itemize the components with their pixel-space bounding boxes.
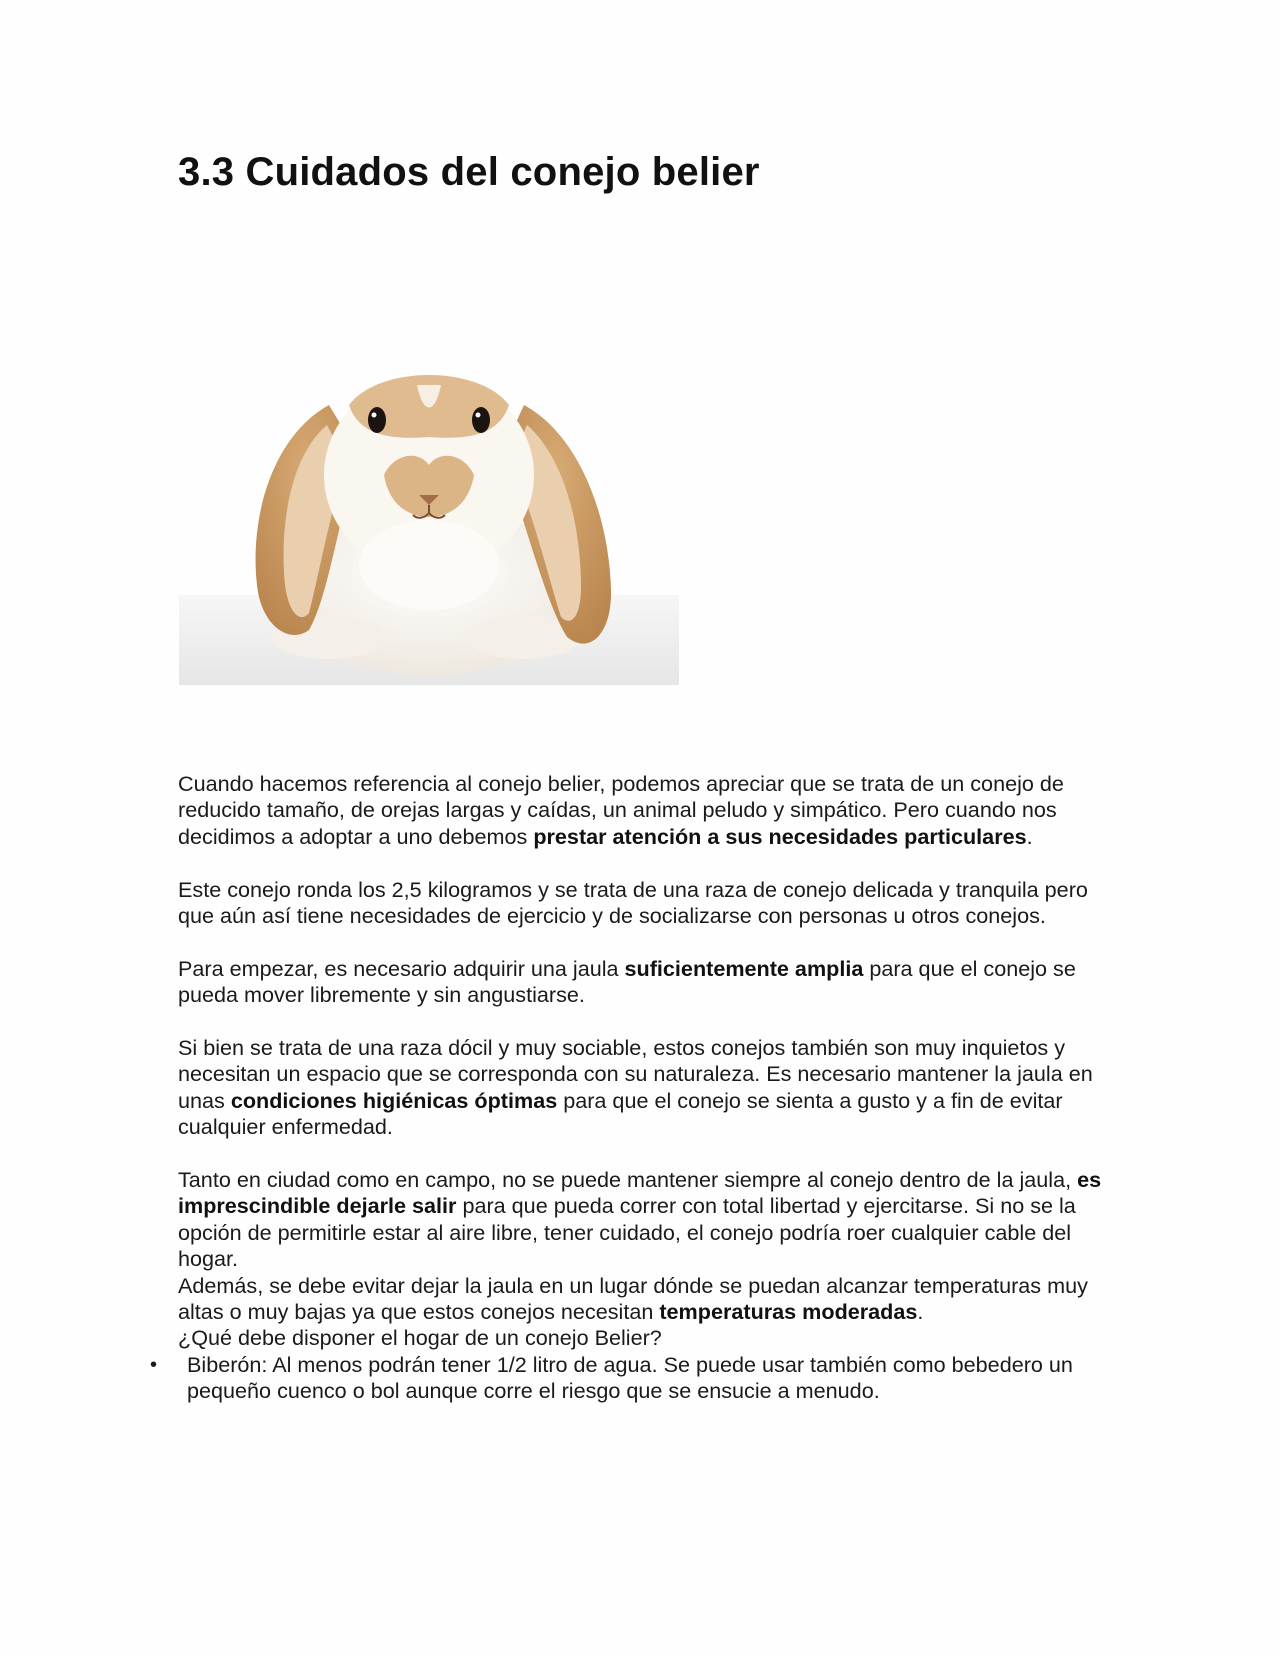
requirements-list: [150, 1351, 1108, 1405]
paragraph-text: Cuando hacemos referencia al conejo belier, podemos apreciar que se trata de un conejo de reducido tamaño, de orejas largas y caídas, un animal peludo y simpático. Pero cuando nos decidimos a adoptar a uno debemos: [178, 771, 1064, 849]
paragraph-temperature: [178, 1273, 1108, 1326]
list-item-text: Biberón: Al menos podrán tener 1/2 litro de agua. Se puede usar también como bebedero un pequeño cuenco o bol aunque corre el riesgo que se ensucie a menudo.: [187, 1351, 1073, 1404]
emphasis-text: es imprescindible dejarle salir: [178, 1167, 1102, 1219]
paragraph-text: Tanto en ciudad como en campo, no se puede mantener siempre al conejo dentro de la jaula,: [178, 1167, 1078, 1193]
list-item: [150, 1351, 1108, 1405]
paragraph-text: Para empezar, es necesario adquirir una jaula: [178, 955, 625, 981]
paragraph-text: para que el conejo se pueda mover libremente y sin angustiarse.: [178, 955, 1076, 1008]
emphasis-text: condiciones higiénicas óptimas: [230, 1087, 558, 1113]
bullet-icon: •: [150, 1353, 158, 1376]
paragraph-text: para que pueda correr con total libertad y ejercitarse. Si no se la opción de permitirle estar al aire libre, tener cuidado, el conejo podría roer cualquier cable del hogar.: [178, 1193, 1076, 1272]
paragraph-cage: [178, 956, 1108, 1009]
paragraph-weight: [178, 877, 1108, 930]
paragraph-text: .: [917, 1299, 924, 1325]
paragraph-text: ¿Qué debe disponer el hogar de un conejo Belier?: [178, 1325, 662, 1351]
article-body: [150, 771, 1108, 1405]
paragraph-question: [178, 1325, 1108, 1351]
paragraph-text: para que el conejo se sienta a gusto y a fin de evitar cualquier enfermedad.: [178, 1087, 1063, 1140]
paragraph-text: Además, se debe evitar dejar la jaula en un lugar dónde se puedan alcanzar temperaturas muy altas o muy bajas ya que estos conejos necesitan: [178, 1272, 1088, 1325]
paragraph-intro: [178, 771, 1108, 850]
paragraph-text: .: [1026, 823, 1033, 849]
page-title: 3.3 Cuidados del conejo belier: [178, 150, 760, 194]
paragraph-text: Si bien se trata de una raza dócil y muy sociable, estos conejos también son muy inquietos y necesitan un espacio que se corresponda con su naturaleza. Es necesario mantener la jaula en unas: [178, 1035, 1093, 1113]
emphasis-text: temperaturas moderadas: [659, 1299, 918, 1325]
paragraph-text: Este conejo ronda los 2,5 kilogramos y se trata de una raza de conejo delicada y tranquila pero que aún así tiene necesidades de ejercicio y de socializarse con personas u otros conejos.: [178, 876, 1088, 929]
paragraph-exercise: [178, 1167, 1108, 1273]
paragraph-hygiene: [178, 1035, 1108, 1141]
emphasis-text: prestar atención a sus necesidades particulares: [533, 823, 1027, 849]
emphasis-text: suficientemente amplia: [624, 955, 864, 981]
rabbit-photo: [178, 345, 680, 685]
rabbit-illustration-icon: [178, 345, 680, 685]
